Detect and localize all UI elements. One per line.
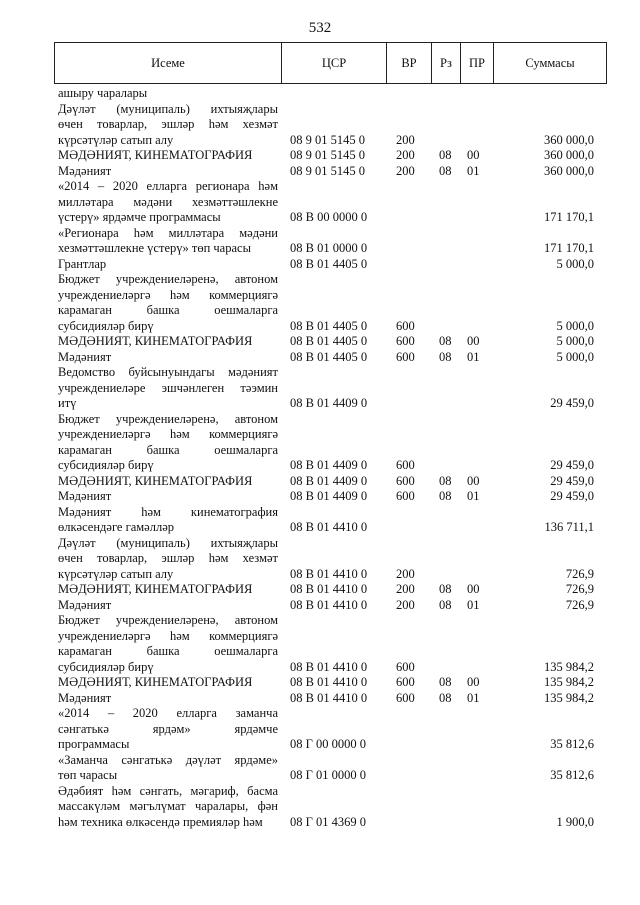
row-name-line: субсидияләр бирү (58, 318, 154, 333)
row-vr: 600 (396, 458, 415, 472)
row-pr: 00 (467, 148, 480, 162)
row-pr: 00 (467, 582, 480, 596)
row-vr: 200 (396, 132, 415, 147)
table-row (0, 350, 640, 366)
row-name-line: программасы (58, 737, 130, 751)
header-csr: ЦСР (282, 43, 387, 84)
row-csr: 08 В 01 4410 0 (290, 675, 368, 689)
row-sum: 136 711,1 (544, 520, 594, 534)
table-row (0, 675, 640, 691)
row-pr: 01 (467, 489, 480, 503)
row-vr: 600 (396, 349, 415, 364)
row-vr: 600 (396, 473, 415, 488)
row-sum: 5 000,0 (556, 334, 594, 348)
row-sum: 360 000,0 (544, 148, 594, 162)
row-name (58, 784, 278, 831)
row-sum: 29 459,0 (550, 396, 594, 410)
row-name-line: МӘДӘНИЯТ, КИНЕМАТОГРАФИЯ (58, 148, 253, 162)
row-vr: 200 (396, 597, 415, 612)
row-sum: 135 984,2 (544, 690, 594, 705)
row-name-line: субсидияләр бирү (58, 458, 154, 472)
row-name (58, 334, 278, 350)
row-name-line: төп чарасы (58, 768, 118, 782)
row-rz: 08 (439, 163, 452, 178)
row-name-line: Ведомство буйсынуындагы мәдәният (58, 365, 278, 379)
row-name-line: «2014 – 2020 елларга заманча (58, 706, 278, 720)
row-csr: 08 В 01 4405 0 (290, 349, 368, 364)
row-name-line: өлкәсендәге гамәлләр (58, 520, 174, 534)
table-row (0, 226, 640, 257)
row-rz: 08 (439, 582, 452, 596)
row-name-line: итү (58, 396, 77, 410)
table-row (0, 86, 640, 102)
row-name (58, 412, 278, 474)
row-name-line: учреждениеләре эшчәнлеген тәэмин (58, 380, 278, 395)
row-name (58, 102, 278, 149)
row-name-line: хезмәттәшлекне үстерү» төп чарасы (58, 241, 251, 255)
row-name-line: учреждениеләргә һәм коммерциягә (58, 287, 278, 302)
row-vr: 200 (396, 566, 415, 581)
row-name (58, 753, 278, 784)
row-csr: 08 В 01 4410 0 (290, 582, 368, 596)
row-name-line: өчен товарлар, эшләр һәм хезмәт (58, 551, 278, 565)
row-rz: 08 (439, 675, 452, 689)
table-row (0, 691, 640, 707)
row-pr: 01 (467, 349, 480, 364)
row-csr: 08 Г 01 4369 0 (290, 814, 366, 829)
row-name (58, 474, 278, 490)
row-vr: 600 (396, 334, 415, 348)
header-vr: ВР (387, 43, 432, 84)
row-pr: 01 (467, 597, 480, 612)
row-pr: 00 (467, 334, 480, 348)
row-name-line: МӘДӘНИЯТ, КИНЕМАТОГРАФИЯ (58, 334, 253, 348)
row-sum: 171 170,1 (544, 210, 594, 224)
row-sum: 29 459,0 (550, 458, 594, 472)
row-name-line: өчен товарлар, эшләр һәм хезмәт (58, 117, 278, 131)
row-csr: 08 9 01 5145 0 (290, 148, 365, 162)
row-csr: 08 Г 00 0000 0 (290, 737, 366, 751)
row-pr: 01 (467, 690, 480, 705)
row-csr: 08 Г 01 0000 0 (290, 768, 366, 782)
row-name (58, 365, 278, 412)
row-rz: 08 (439, 334, 452, 348)
row-sum: 171 170,1 (544, 241, 594, 255)
table-row (0, 753, 640, 784)
row-name-line: Дәүләт (муниципаль) ихтыяҗлары (58, 101, 278, 116)
row-sum: 360 000,0 (544, 132, 594, 147)
row-name-line: массакүләм мәгълүмат чаралары, фән (58, 799, 278, 813)
table-row (0, 164, 640, 180)
table-row (0, 536, 640, 583)
row-name-line: Мәдәният (58, 690, 112, 705)
row-name-line: учреждениеләргә һәм коммерциягә (58, 427, 278, 441)
row-name-line: карамаган башка оешмаларга (58, 442, 278, 457)
row-csr: 08 В 01 4409 0 (290, 458, 368, 472)
header-rz: Рз (432, 43, 461, 84)
row-name (58, 505, 278, 536)
table-row (0, 598, 640, 614)
row-name (58, 86, 278, 102)
row-name-line: «2014 – 2020 елларга регионара һәм (58, 179, 278, 193)
row-name-line: МӘДӘНИЯТ, КИНЕМАТОГРАФИЯ (58, 675, 253, 689)
row-name-line: сәнгатькә ярдәм» ярдәмче (58, 721, 278, 736)
row-name-line: күрсәтүләр сатып алу (58, 566, 174, 581)
row-name (58, 350, 278, 366)
table-row (0, 257, 640, 273)
row-csr: 08 В 01 4405 0 (290, 256, 368, 271)
row-csr: 08 В 01 4409 0 (290, 473, 368, 488)
row-vr: 600 (396, 659, 415, 674)
row-name-line: Мәдәният (58, 489, 112, 503)
table-row (0, 505, 640, 536)
row-sum: 726,9 (565, 566, 594, 581)
row-rz: 08 (439, 597, 452, 612)
row-name (58, 226, 278, 257)
row-rz: 08 (439, 690, 452, 705)
row-name-line: «Регионара һәм милләтара мәдәни (58, 225, 278, 240)
row-csr: 08 В 01 4410 0 (290, 566, 368, 581)
row-rz: 08 (439, 148, 452, 162)
row-csr: 08 В 01 0000 0 (290, 241, 368, 255)
row-sum: 5 000,0 (556, 349, 594, 364)
row-name-line: МӘДӘНИЯТ, КИНЕМАТОГРАФИЯ (58, 582, 253, 596)
row-sum: 29 459,0 (550, 473, 594, 488)
table-row (0, 784, 640, 831)
row-vr: 200 (396, 582, 415, 596)
row-name (58, 257, 278, 273)
row-name (58, 179, 278, 226)
header-pr: ПР (461, 43, 494, 84)
row-name-line: Бюджет учреждениеләренә, автоном (58, 613, 278, 627)
table-body (0, 86, 640, 830)
row-pr: 00 (467, 473, 480, 488)
row-name (58, 536, 278, 583)
table-row (0, 148, 640, 164)
row-name-line: Әдәбият һәм сәнгать, мәгариф, басма (58, 783, 278, 798)
row-vr: 600 (396, 489, 415, 503)
row-vr: 200 (396, 148, 415, 162)
row-csr: 08 В 01 4410 0 (290, 690, 368, 705)
header-sum: Суммасы (494, 43, 607, 84)
row-name-line: үстерү» ярдәмче программасы (58, 210, 221, 224)
row-name-line: Мәдәният (58, 163, 112, 178)
row-sum: 5 000,0 (556, 256, 594, 271)
row-name-line: һәм техника өлкәсендә премияләр һәм (58, 814, 263, 829)
row-sum: 726,9 (565, 597, 594, 612)
row-name (58, 164, 278, 180)
row-name-line: Мәдәният (58, 597, 112, 612)
row-name-line: «Заманча сәнгатькә дәүләт ярдәме» (58, 752, 278, 767)
row-sum: 35 812,6 (550, 737, 594, 751)
row-csr: 08 9 01 5145 0 (290, 132, 365, 147)
row-name-line: күрсәтүләр сатып алу (58, 132, 174, 147)
header-name: Исеме (55, 43, 282, 84)
row-name-line: субсидияләр бирү (58, 659, 154, 674)
row-csr: 08 В 01 4409 0 (290, 396, 368, 410)
row-pr: 00 (467, 675, 480, 689)
row-name-line: карамаган башка оешмаларга (58, 303, 278, 317)
row-vr: 600 (396, 690, 415, 705)
row-sum: 726,9 (565, 582, 594, 596)
row-sum: 135 984,2 (544, 675, 594, 689)
table-row (0, 582, 640, 598)
row-vr: 600 (396, 675, 415, 689)
row-name-line: Мәдәният һәм кинематография (58, 504, 278, 519)
row-name (58, 613, 278, 675)
row-name (58, 272, 278, 334)
row-name-line: Грантлар (58, 256, 107, 271)
table-row (0, 334, 640, 350)
row-rz: 08 (439, 349, 452, 364)
row-name-line: Бюджет учреждениеләренә, автоном (58, 411, 278, 426)
table-row (0, 365, 640, 412)
row-name (58, 691, 278, 707)
row-name-line: милләтара мәдәни хезмәттәшлекне (58, 194, 278, 209)
row-name-line: Дәүләт (муниципаль) ихтыяҗлары (58, 535, 278, 550)
row-sum: 135 984,2 (544, 659, 594, 674)
row-vr: 200 (396, 163, 415, 178)
table-row (0, 489, 640, 505)
row-name (58, 706, 278, 753)
table-row (0, 474, 640, 490)
row-rz: 08 (439, 473, 452, 488)
row-name (58, 675, 278, 691)
row-name (58, 148, 278, 164)
row-name-line: учреждениеләргә һәм коммерциягә (58, 628, 278, 643)
row-sum: 35 812,6 (550, 768, 594, 782)
row-csr: 08 В 01 4409 0 (290, 489, 368, 503)
row-csr: 08 В 01 4405 0 (290, 318, 368, 333)
row-sum: 1 900,0 (556, 814, 594, 829)
row-name-line: Бюджет учреждениеләренә, автоном (58, 272, 278, 286)
row-name (58, 582, 278, 598)
row-csr: 08 В 01 4405 0 (290, 334, 368, 348)
row-name-line: ашыру чаралары (58, 86, 148, 100)
row-name (58, 598, 278, 614)
row-pr: 01 (467, 163, 480, 178)
row-csr: 08 В 01 4410 0 (290, 520, 368, 534)
row-csr: 08 В 01 4410 0 (290, 597, 368, 612)
table-row (0, 102, 640, 149)
row-csr: 08 В 01 4410 0 (290, 659, 368, 674)
table-row (0, 412, 640, 474)
page-number: 532 (308, 20, 332, 36)
row-sum: 5 000,0 (556, 318, 594, 333)
row-csr: 08 9 01 5145 0 (290, 163, 365, 178)
row-rz: 08 (439, 489, 452, 503)
row-vr: 600 (396, 318, 415, 333)
table-row (0, 706, 640, 753)
table-row (0, 179, 640, 226)
row-name (58, 489, 278, 505)
table-header (54, 42, 607, 84)
row-name-line: МӘДӘНИЯТ, КИНЕМАТОГРАФИЯ (58, 473, 253, 488)
row-name-line: Мәдәният (58, 349, 112, 364)
table-row (0, 613, 640, 675)
table-row (0, 272, 640, 334)
row-csr: 08 В 00 0000 0 (290, 210, 368, 224)
row-sum: 29 459,0 (550, 489, 594, 503)
row-name-line: карамаган башка оешмаларга (58, 644, 278, 658)
row-sum: 360 000,0 (544, 163, 594, 178)
